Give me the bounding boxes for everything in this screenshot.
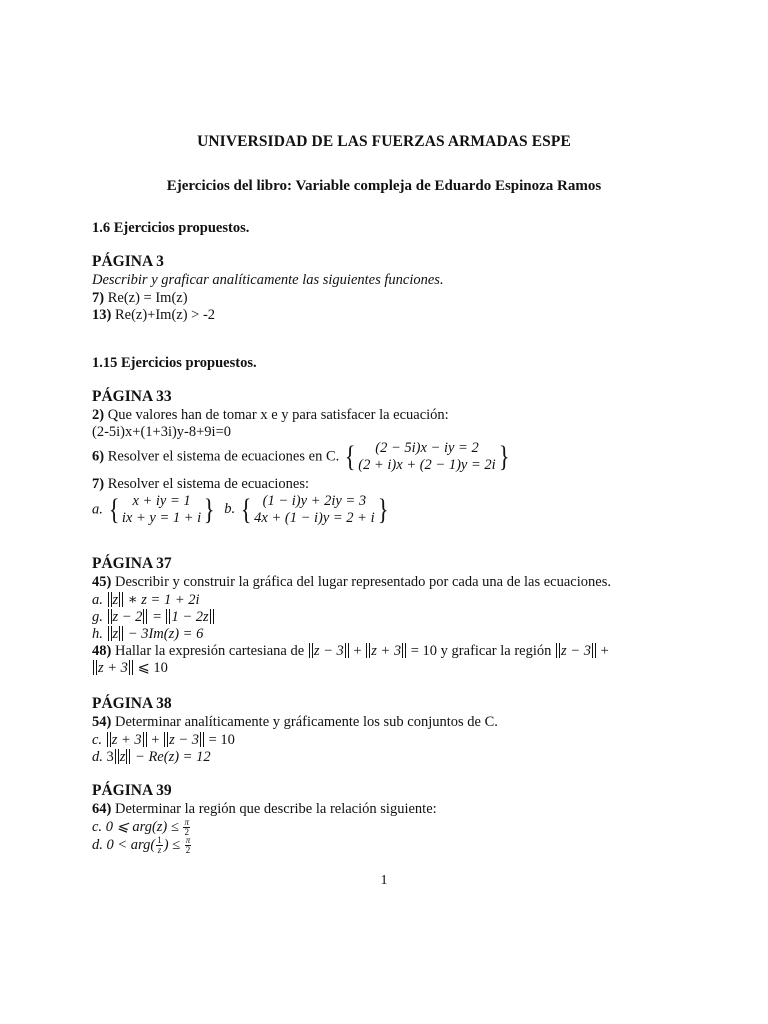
exercise-45-g (92, 608, 215, 626)
exercise-number: 7) (92, 290, 105, 306)
page-number: 1 (380, 873, 388, 888)
instruction-text: Describir y graficar analíticamente las siguientes funciones. (92, 272, 444, 288)
norm-bar (345, 643, 349, 658)
system-row-2: (2 + i)x + (2 − 1)y = 2i (358, 457, 496, 473)
numerator: 1 (157, 835, 162, 846)
exercise-64-line (92, 800, 437, 818)
exercise-13-line (92, 306, 215, 324)
right-brace: } (204, 493, 215, 526)
equation-rest: = 10 y graficar la región (410, 643, 552, 659)
section-heading-1-15: 1.15 Ejercicios propuestos. (92, 355, 257, 371)
exercise-number: 45) (92, 574, 112, 590)
exercise-2-equation: (2-5i)x+(1+3i)y-8+9i=0 (92, 424, 232, 440)
exercise-48-line-1 (92, 642, 722, 660)
denominator: 2 (185, 845, 191, 856)
item-label: d. (92, 837, 103, 853)
norm-bar (166, 609, 170, 624)
left-brace: { (108, 493, 120, 526)
inequality-start: 0 < arg( (106, 837, 156, 853)
exercise-7-33-line (92, 475, 309, 493)
exercise-54-c (92, 731, 235, 749)
right-brace: } (498, 440, 510, 473)
numerator: π (185, 835, 191, 846)
norm-bar (108, 626, 112, 641)
exercise-text: Resolver el sistema de ecuaciones: (107, 476, 310, 492)
norm-bar (143, 732, 147, 747)
norm-bar (402, 643, 406, 658)
item-label: h. (92, 626, 103, 642)
system-rows (253, 493, 375, 527)
exercise-7-systems (92, 493, 390, 527)
norm-bar (309, 643, 313, 658)
norm-bar (108, 592, 112, 607)
exercise-text: Determinar analíticamente y gráficamente los sub conjuntos de C. (114, 714, 498, 730)
exercise-text: Re(z)+Im(z) > -2 (114, 307, 216, 323)
norm-bar (129, 660, 133, 675)
item-label: c. (92, 819, 103, 835)
page-label-39: PÁGINA 39 (92, 782, 172, 799)
university-title: UNIVERSIDAD DE LAS FUERZAS ARMADAS ESPE (197, 133, 571, 150)
system-rows (121, 493, 202, 527)
norm-content: z (119, 749, 126, 765)
exercise-2-line (92, 406, 449, 424)
system-row-2: ix + y = 1 + i (121, 510, 202, 526)
item-label: a. (92, 592, 103, 608)
exercise-text: Re(z) = Im(z) (107, 290, 188, 306)
document-subtitle: Ejercicios del libro: Variable compleja de Eduardo Espinoza Ramos (166, 178, 602, 194)
norm-bar (366, 643, 370, 658)
norm-bar (126, 749, 130, 764)
exercise-number: 54) (92, 714, 112, 730)
page-label-3: PÁGINA 3 (92, 253, 164, 270)
norm-bar (556, 643, 560, 658)
norm-content: z − 3 (313, 643, 344, 659)
exercise-54-line (92, 713, 498, 731)
norm-bar (93, 660, 97, 675)
left-brace: { (240, 493, 252, 526)
denominator: z (157, 845, 162, 856)
norm-bar (210, 609, 214, 624)
exercise-number: 2) (92, 407, 105, 423)
exercise-number: 48) (92, 643, 112, 659)
exercise-7-line (92, 289, 188, 307)
equation-rest: ∗ z = 1 + 2i (124, 592, 200, 608)
norm-content: 1 − 2z (171, 609, 209, 625)
inequality-end: ) ≤ (163, 837, 181, 853)
exercise-48-line-2 (92, 659, 168, 677)
norm-bar (107, 732, 111, 747)
exercise-6-line (92, 440, 511, 474)
item-label: d. (92, 749, 103, 765)
exercise-45-line (92, 573, 611, 591)
norm-content: z − 3 (561, 643, 591, 659)
exercise-text: Describir y construir la gráfica del lugar representado por cada una de las ecuaciones. (114, 574, 611, 590)
denominator: 2 (184, 827, 189, 838)
exercise-number: 64) (92, 801, 112, 817)
norm-bar (108, 609, 112, 624)
norm-bar (592, 643, 596, 658)
exercise-64-d (92, 836, 192, 855)
norm-content: z (112, 626, 119, 642)
exercise-64-c (92, 818, 191, 837)
equation-rest: − Re(z) = 12 (131, 749, 211, 765)
numerator: π (184, 817, 189, 828)
exercise-number: 7) (92, 476, 105, 492)
section-heading-1-6: 1.6 Ejercicios propuestos. (92, 220, 250, 236)
fraction-pi-over-2 (185, 836, 192, 855)
exercise-54-d (92, 748, 211, 766)
equation-rest: = 10 (205, 732, 235, 748)
norm-content: z + 3 (111, 732, 142, 748)
norm-bar (119, 626, 123, 641)
exercise-45-h (92, 625, 203, 643)
system-row-1: (1 − i)y + 2iy = 3 (262, 493, 367, 509)
right-brace: } (377, 493, 389, 526)
exercise-text: Hallar la expresión cartesiana de (114, 643, 305, 659)
norm-content: z − 3 (169, 732, 199, 748)
equation-system-a (107, 493, 217, 527)
norm-bar (115, 749, 119, 764)
norm-bar (200, 732, 204, 747)
norm-content: z + 3 (98, 660, 128, 676)
system-row-1: (2 − 5i)x − iy = 2 (375, 440, 479, 456)
norm-content: z + 3 (371, 643, 402, 659)
norm-content: z (112, 592, 119, 608)
exercise-text: Resolver el sistema de ecuaciones en C. (107, 448, 340, 465)
plus: + (596, 643, 609, 659)
equation-rest: ⩽ 10 (133, 660, 168, 676)
system-row-1: x + iy = 1 (132, 493, 191, 509)
equation-rest: − 3Im(z) = 6 (124, 626, 204, 642)
system-rows (357, 440, 496, 474)
item-label-a: a. (92, 501, 103, 518)
inequality: 0 ⩽ arg(z) ≤ (105, 819, 179, 835)
equation-system-6 (343, 440, 511, 474)
exercise-text: Que valores han de tomar x e y para satisfacer la ecuación: (107, 407, 449, 423)
page-label-38: PÁGINA 38 (92, 695, 172, 712)
equation-system-b (239, 493, 390, 527)
norm-bar (164, 732, 168, 747)
norm-bar (119, 592, 123, 607)
item-label: g. (92, 609, 103, 625)
plus: + (147, 732, 164, 748)
equals: = (148, 609, 166, 625)
page-label-33: PÁGINA 33 (92, 388, 172, 405)
page-label-37: PÁGINA 37 (92, 555, 172, 572)
fraction-one-over-z (156, 836, 163, 855)
coefficient: 3 (106, 749, 114, 765)
exercise-45-a (92, 591, 200, 609)
norm-bar (143, 609, 147, 624)
plus: + (349, 643, 366, 659)
system-row-2: 4x + (1 − i)y = 2 + i (254, 510, 375, 526)
left-brace: { (344, 440, 356, 473)
exercise-number: 13) (92, 307, 112, 323)
exercise-number: 6) (92, 448, 105, 465)
item-label: c. (92, 732, 103, 748)
norm-content: z − 2 (112, 609, 143, 625)
exercise-text: Determinar la región que describe la relación siguiente: (114, 801, 437, 817)
item-label-b: b. (224, 501, 236, 518)
